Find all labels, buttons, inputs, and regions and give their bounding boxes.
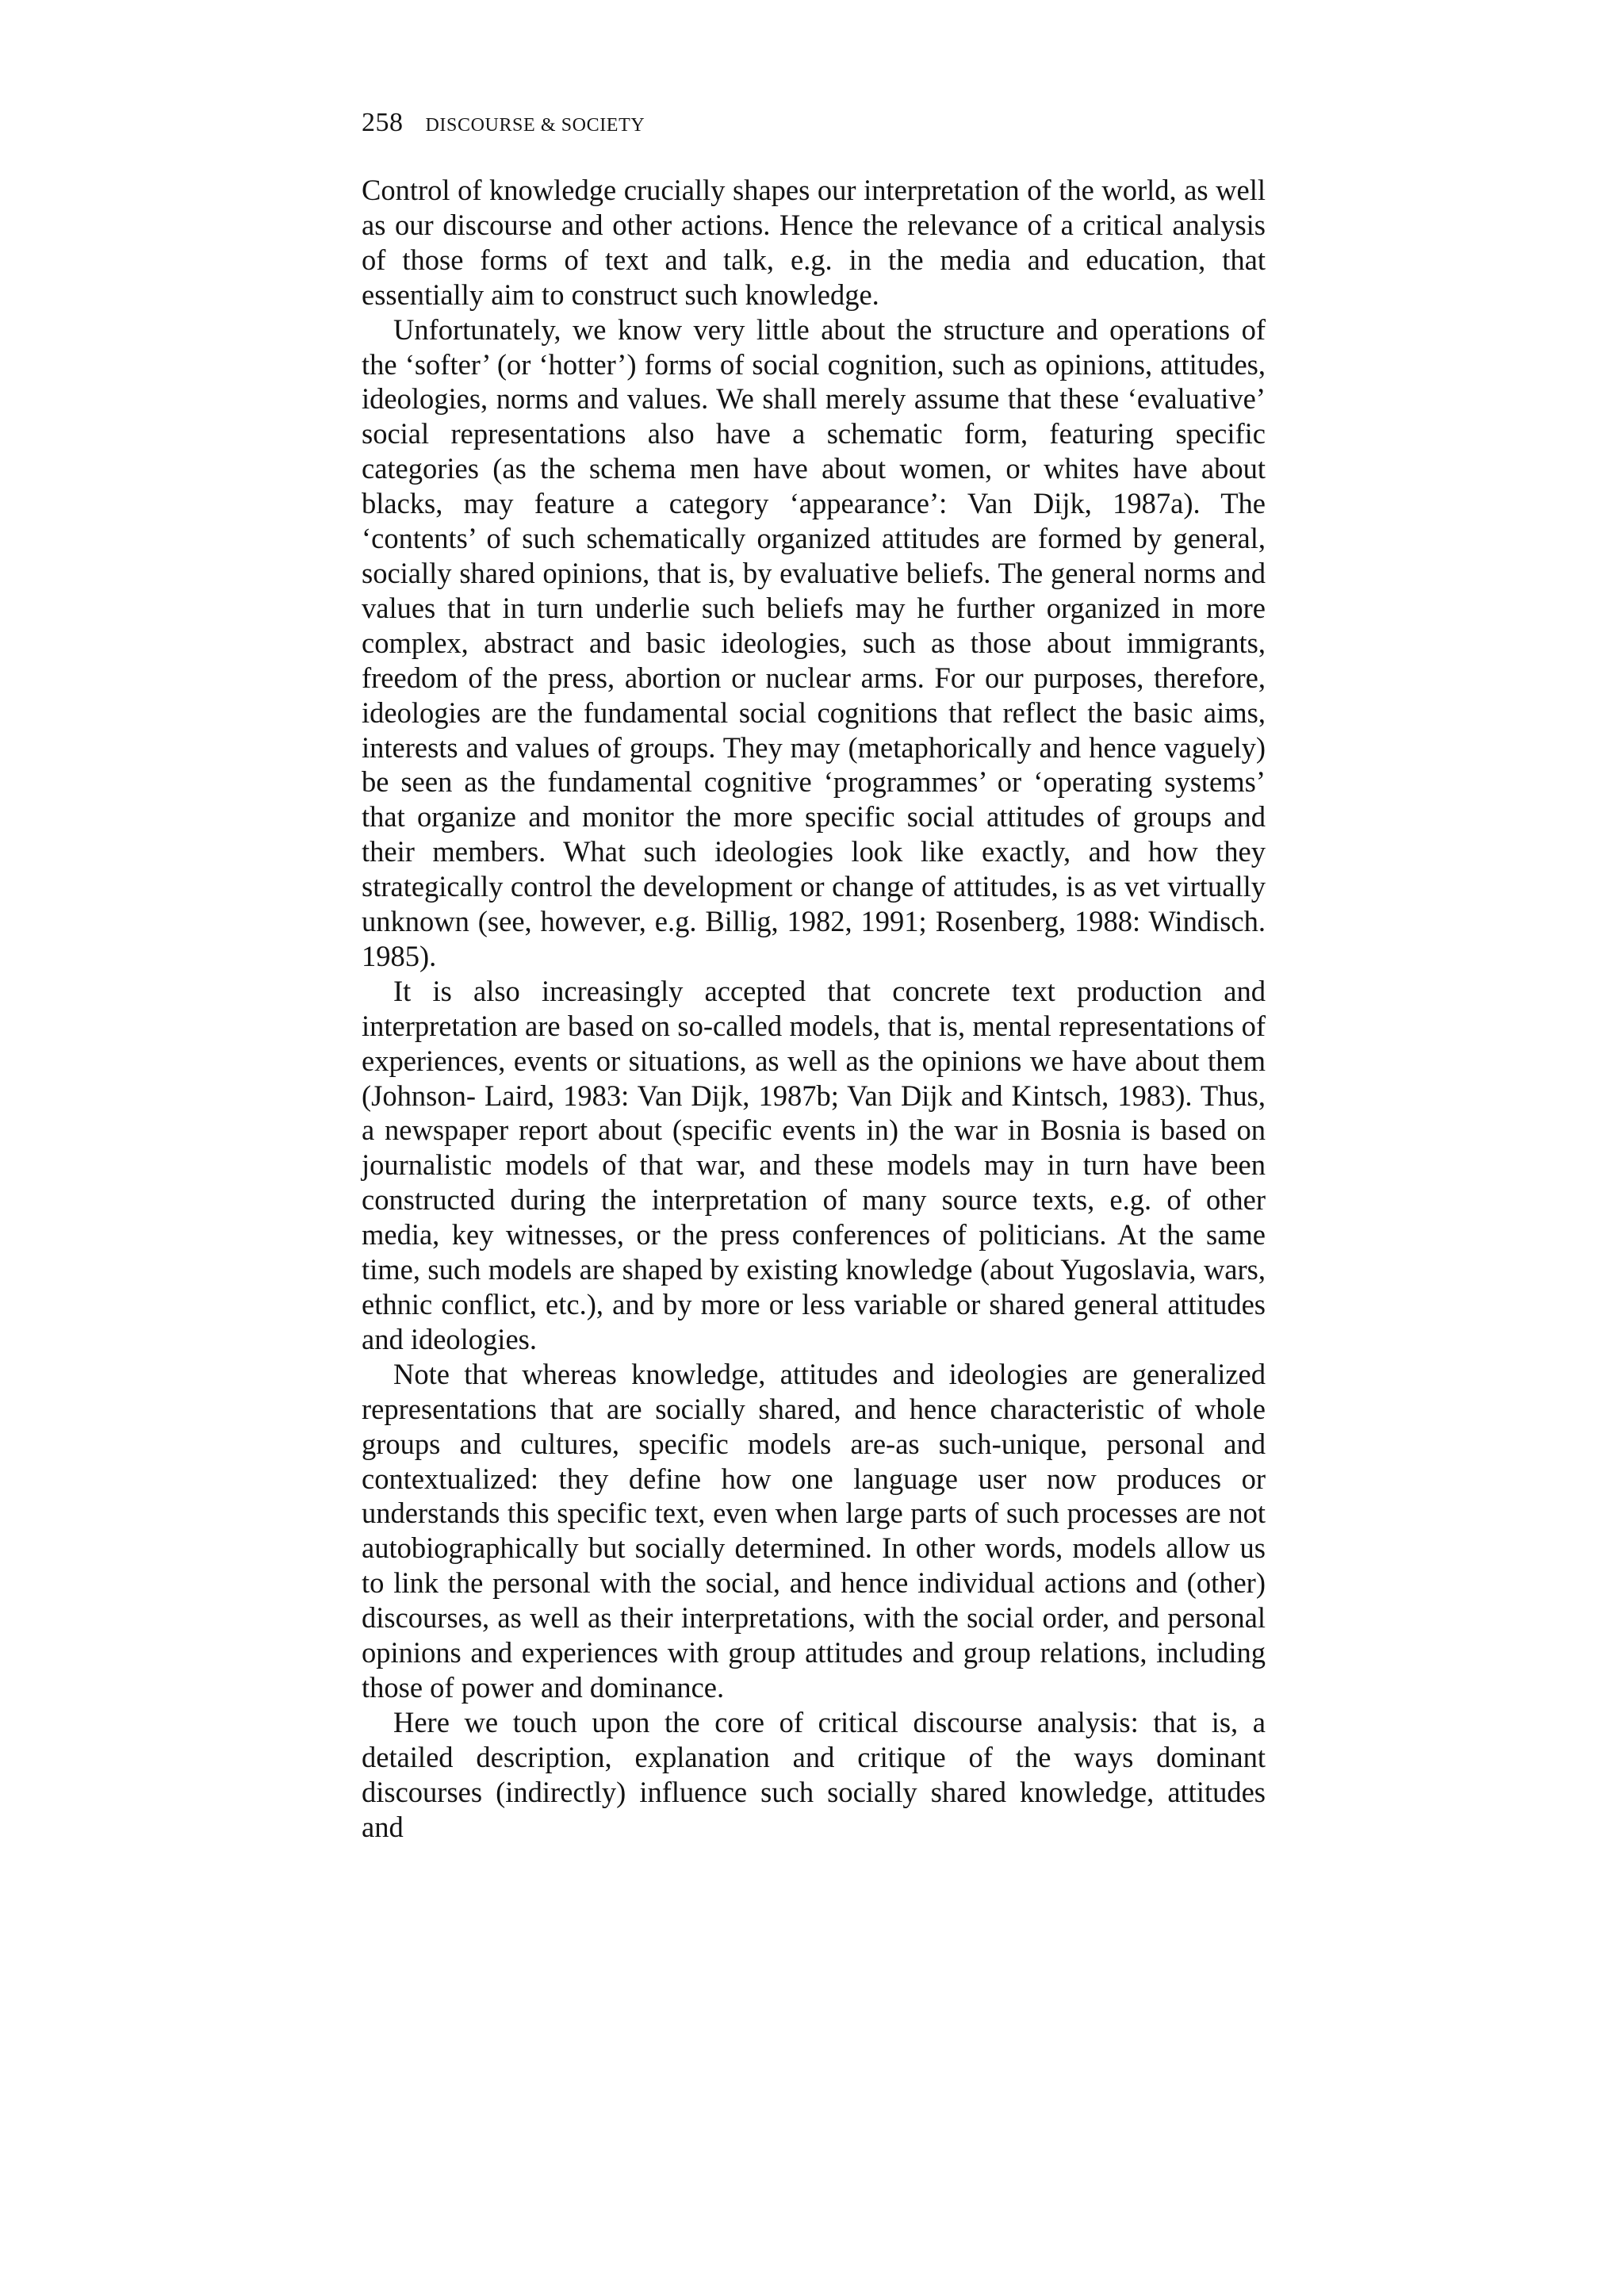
paragraph-3: It is also increasingly accepted that concrete text production and interpretation are based on so-called models, that is, mental representations of experiences, events or situations, as well as the opinions we have about them (Johnson- Laird, 1983: Van Dijk, 1987b; Van Dijk and Kintsch, 1983). Thus, a newspaper report about (specific events in) the war in Bosnia is based on journalistic models of that war, and these models may in turn have been constructed during the interpretation of many source texts, e.g. of other media, key witnesses, or the press conferences of politicians. At the same time, such models are shaped by existing knowledge (about Yugoslavia, wars, ethnic conflict, etc.), and by more or less variable or shared general attitudes and ideologies.: [362, 974, 1266, 1355]
paragraph-1: Control of knowledge crucially shapes our interpretation of the world, as well as our discourse and other actions. Hence the relevance of a critical analysis of those forms of text and talk, e.g. in the media and education, that essentially aim to construct such knowledge.: [362, 174, 1266, 311]
paragraph-5: Here we touch upon the core of critical discourse analysis: that is, a detailed description, explanation and critique of the ways dominant discourses (indirectly) influence such socially shared knowledge, attitudes and: [362, 1705, 1266, 1843]
page-number: 258: [362, 108, 404, 137]
running-head: [362, 108, 1266, 148]
paragraph-4: Note that whereas knowledge, attitudes and ideologies are generalized representations that are socially shared, and hence characteristic of whole groups and cultures, specific models are-as such-unique, personal and contextualized: they define how one language user now produces or understands this specific text, even when large parts of such processes are not autobiographically but socially determined. In other words, models allow us to link the personal with the social, and hence individual actions and (other) discourses, as well as their interpretations, with the social order, and personal opinions and experiences with group attitudes and group relations, including those of power and dominance.: [362, 1357, 1266, 1704]
journal-title: DISCOURSE & SOCIETY: [425, 115, 645, 136]
paragraph-2: Unfortunately, we know very little about the structure and operations of the ‘softer’ (or ‘hotter’) forms of social cognition, such as opinions, attitudes, ideologies, norms and values. We shall merely assume that these ‘evaluative’ social representations also have a schematic form, featuring specific categories (as the schema men have about women, or whites have about blacks, may feature a category ‘appearance’: Van Dijk, 1987a). The ‘contents’ of such schematically organized attitudes are formed by general, socially shared opinions, that is, by evaluative beliefs. The general norms and values that in turn underlie such beliefs may he further organized in more complex, abstract and basic ideologies, such as those about immigrants, freedom of the press, abortion or nuclear arms. For our purposes, therefore, ideologies are the fundamental social cognitions that reflect the basic aims, interests and values of groups. They may (metaphorically and hence vaguely) be seen as the fundamental cognitive ‘programmes’ or ‘operating systems’ that organize and monitor the more specific social attitudes of groups and their members. What such ideologies look like exactly, and how they strategically control the development or change of attitudes, is as vet virtually unknown (see, however, e.g. Billig, 1982, 1991; Rosenberg, 1988: Windisch. 1985).: [362, 312, 1266, 972]
body-text: [362, 173, 1266, 1845]
